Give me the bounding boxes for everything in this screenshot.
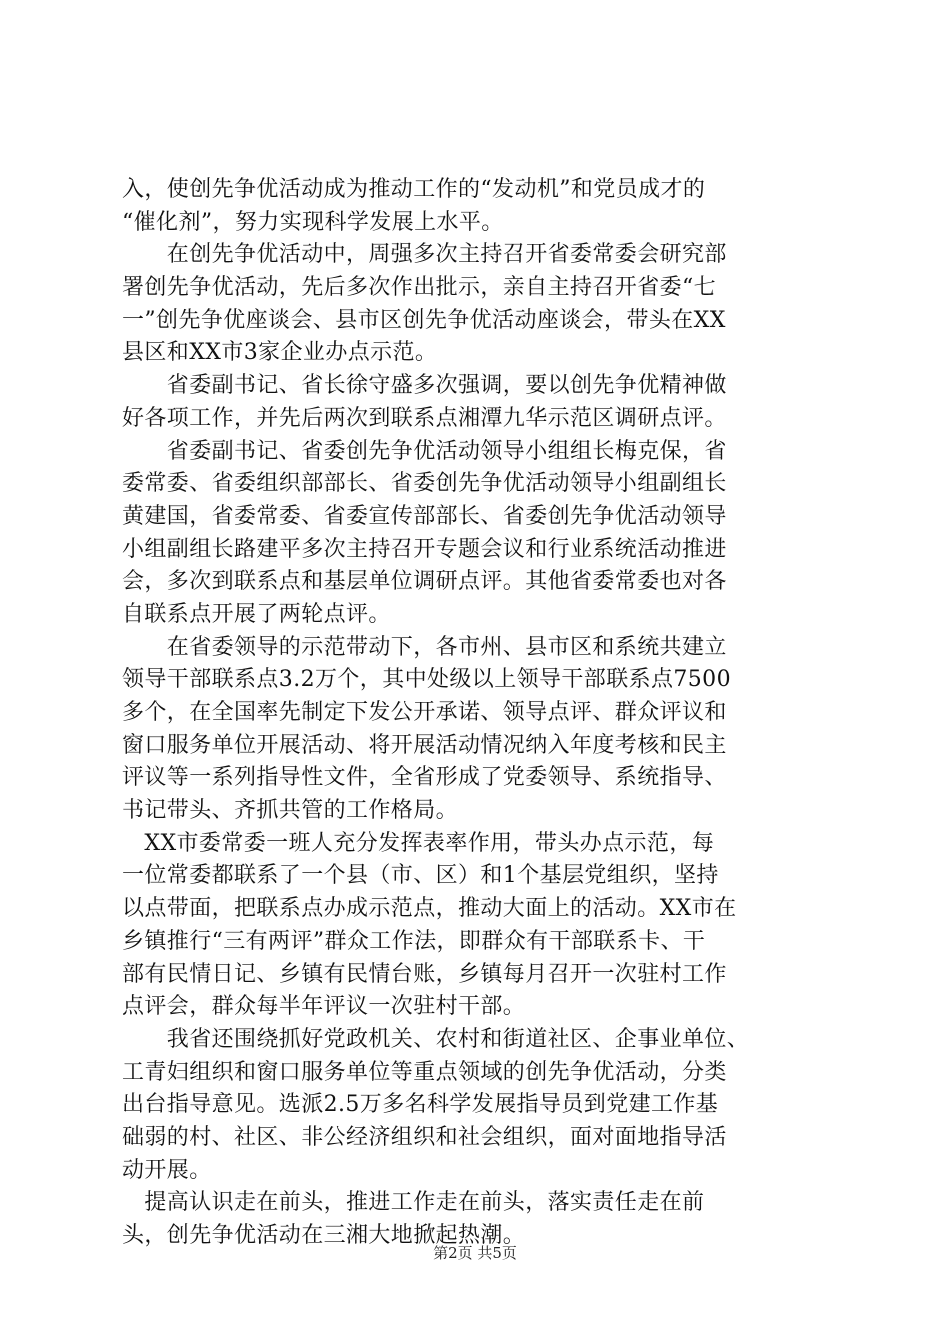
text-line: 在省委领导的示范带动下，各市州、县市区和系统共建立 bbox=[122, 634, 727, 660]
text-line: 在创先争优活动中，周强多次主持召开省委常委会研究部 bbox=[122, 242, 727, 268]
text-line: 我省还围绕抓好党政机关、农村和街道社区、企事业单位、 bbox=[122, 1026, 750, 1052]
text-line: 委常委、省委组织部部长、省委创先争优活动领导小组副组长 bbox=[122, 471, 727, 497]
page-number-footer: 第2页 共5页 bbox=[433, 1244, 517, 1262]
text-line: 乡镇推行“三有两评”群众工作法，即群众有干部联系卡、干 bbox=[122, 928, 706, 954]
text-line: 领导干部联系点3.2万个，其中处级以上领导干部联系点7500 bbox=[122, 667, 731, 693]
text-line: 省委副书记、省长徐守盛多次强调，要以创先争优精神做 bbox=[122, 373, 727, 399]
text-line: 县区和XX市3家企业办点示范。 bbox=[122, 340, 438, 366]
text-line: 窗口服务单位开展活动、将开展活动情况纳入年度考核和民主 bbox=[122, 732, 727, 758]
text-line: 自联系点开展了两轮点评。 bbox=[122, 601, 391, 627]
text-line: 省委副书记、省委创先争优活动领导小组组长梅克保，省 bbox=[122, 438, 727, 464]
text-line: 多个，在全国率先制定下发公开承诺、领导点评、群众评议和 bbox=[122, 700, 727, 725]
text-line: 出台指导意见。选派2.5万多名科学发展指导员到党建工作基 bbox=[122, 1092, 719, 1118]
text-line: 黄建国，省委常委、省委宣传部部长、省委创先争优活动领导 bbox=[122, 503, 727, 529]
text-line: 以点带面，把联系点办成示范点，推动大面上的活动。XX市在 bbox=[122, 896, 737, 922]
text-line: 评议等一系列指导性文件，全省形成了党委领导、系统指导、 bbox=[122, 765, 727, 791]
text-line: 一位常委都联系了一个县（市、区）和1个基层党组织，坚持 bbox=[122, 863, 719, 889]
text-line: 点评会，群众每半年评议一次驻村干部。 bbox=[122, 994, 526, 1020]
text-line: 础弱的村、社区、非公经济组织和社会组织，面对面地指导活 bbox=[122, 1124, 727, 1150]
text-line: 头，创先争优活动在三湘大地掀起热潮。 bbox=[122, 1223, 526, 1248]
text-line: 工青妇组织和窗口服务单位等重点领域的创先争优活动，分类 bbox=[122, 1059, 727, 1085]
text-line: “催化剂”，努力实现科学发展上水平。 bbox=[122, 209, 504, 235]
text-line: 书记带头、齐抓共管的工作格局。 bbox=[122, 798, 459, 824]
text-line: 提高认识走在前头，推进工作走在前头，落实责任走在前 bbox=[122, 1190, 705, 1216]
text-line: XX市委常委一班人充分发挥表率作用，带头办点示范，每 bbox=[122, 830, 715, 856]
text-line: 入，使创先争优活动成为推动工作的“发动机”和党员成才的 bbox=[122, 177, 706, 202]
text-line: 会，多次到联系点和基层单位调研点评。其他省委常委也对各 bbox=[122, 569, 727, 595]
text-line: 小组副组长路建平多次主持召开专题会议和行业系统活动推进 bbox=[122, 536, 727, 562]
text-line: 好各项工作，并先后两次到联系点湘潭九华示范区调研点评。 bbox=[122, 405, 727, 431]
text-line: 动开展。 bbox=[122, 1157, 212, 1183]
text-line: 一”创先争优座谈会、县市区创先争优活动座谈会，带头在XX bbox=[122, 307, 726, 333]
body-text bbox=[122, 174, 838, 1253]
text-line: 部有民情日记、乡镇有民情台账，乡镇每月召开一次驻村工作 bbox=[122, 961, 727, 987]
text-line: 署创先争优活动，先后多次作出批示，亲自主持召开省委“七 bbox=[122, 275, 717, 301]
